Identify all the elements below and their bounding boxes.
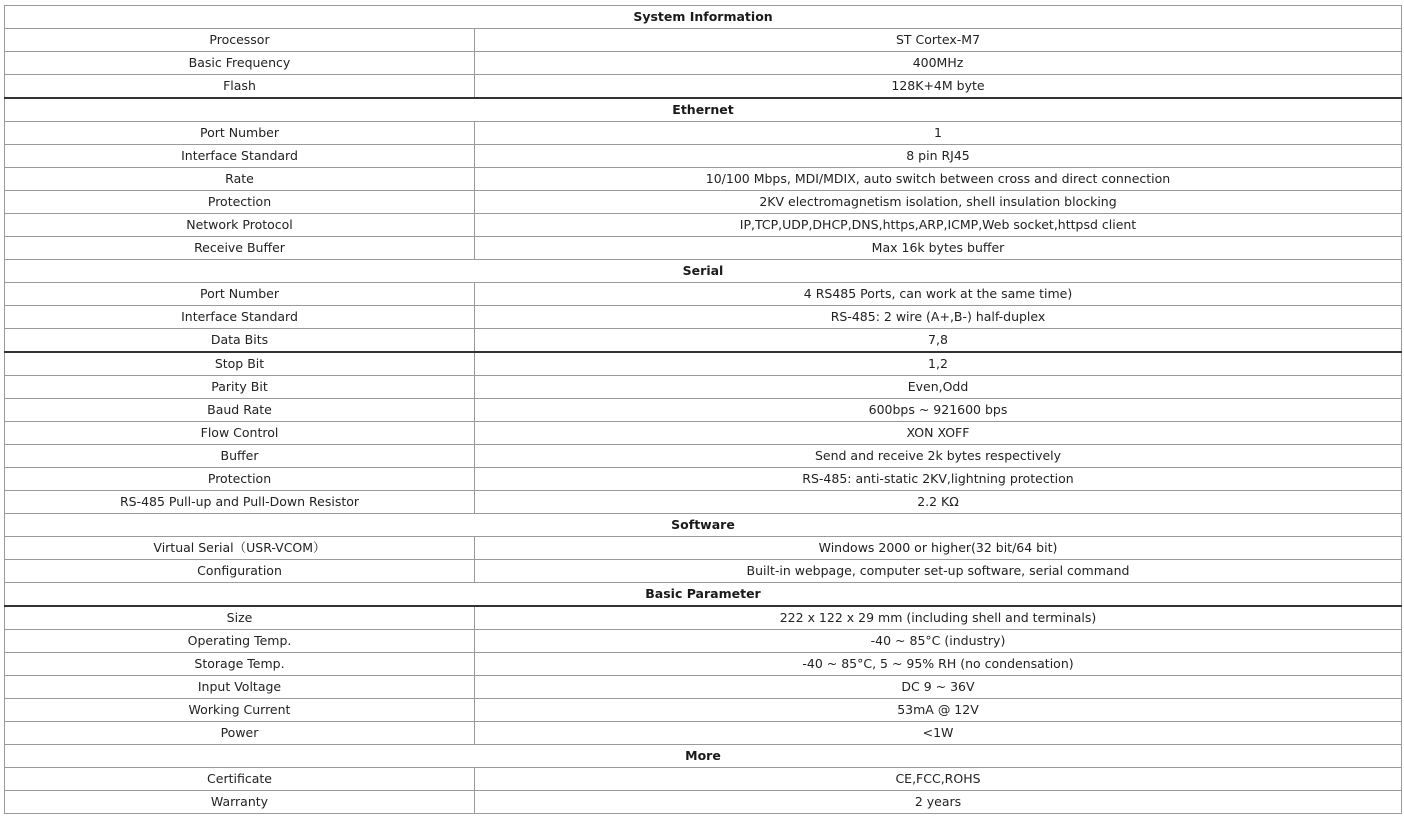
row-value: RS-485: 2 wire (A+,B-) half-duplex bbox=[475, 306, 1402, 329]
row-value: -40 ~ 85°C (industry) bbox=[475, 630, 1402, 653]
table-row bbox=[5, 168, 1402, 191]
row-value: 128K+4M byte bbox=[475, 75, 1402, 99]
section-title: Basic Parameter bbox=[5, 583, 1402, 607]
table-row bbox=[5, 145, 1402, 168]
row-label: Warranty bbox=[5, 791, 475, 814]
row-label: Stop Bit bbox=[5, 352, 475, 376]
row-label: Configuration bbox=[5, 560, 475, 583]
table-row bbox=[5, 191, 1402, 214]
row-value: 8 pin RJ45 bbox=[475, 145, 1402, 168]
row-label: Flash bbox=[5, 75, 475, 99]
table-row bbox=[5, 422, 1402, 445]
table-row bbox=[5, 653, 1402, 676]
section-title: More bbox=[5, 745, 1402, 768]
table-row bbox=[5, 29, 1402, 52]
row-label: Interface Standard bbox=[5, 145, 475, 168]
row-value: 600bps ~ 921600 bps bbox=[475, 399, 1402, 422]
row-value: 2.2 KΩ bbox=[475, 491, 1402, 514]
row-label: Virtual Serial（USR-VCOM） bbox=[5, 537, 475, 560]
row-label: Parity Bit bbox=[5, 376, 475, 399]
row-label: RS-485 Pull-up and Pull-Down Resistor bbox=[5, 491, 475, 514]
row-label: Rate bbox=[5, 168, 475, 191]
row-value: 222 x 122 x 29 mm (including shell and terminals) bbox=[475, 606, 1402, 630]
row-value: 2KV electromagnetism isolation, shell insulation blocking bbox=[475, 191, 1402, 214]
row-value: CE,FCC,ROHS bbox=[475, 768, 1402, 791]
row-value: 1 bbox=[475, 122, 1402, 145]
row-label: Working Current bbox=[5, 699, 475, 722]
row-label: Port Number bbox=[5, 283, 475, 306]
table-row bbox=[5, 445, 1402, 468]
row-value: 4 RS485 Ports, can work at the same time) bbox=[475, 283, 1402, 306]
table-row bbox=[5, 606, 1402, 630]
row-value: 400MHz bbox=[475, 52, 1402, 75]
row-label: Data Bits bbox=[5, 329, 475, 353]
section-header-row bbox=[5, 6, 1402, 29]
table-row bbox=[5, 237, 1402, 260]
row-label: Input Voltage bbox=[5, 676, 475, 699]
row-label: Buffer bbox=[5, 445, 475, 468]
spec-table bbox=[4, 5, 1402, 814]
table-row bbox=[5, 537, 1402, 560]
row-label: Network Protocol bbox=[5, 214, 475, 237]
table-row bbox=[5, 722, 1402, 745]
row-label: Size bbox=[5, 606, 475, 630]
section-header-row bbox=[5, 260, 1402, 283]
section-header-row bbox=[5, 98, 1402, 122]
row-label: Storage Temp. bbox=[5, 653, 475, 676]
row-value: 7,8 bbox=[475, 329, 1402, 353]
section-title: System Information bbox=[5, 6, 1402, 29]
row-value: 10/100 Mbps, MDI/MDIX, auto switch between cross and direct connection bbox=[475, 168, 1402, 191]
table-row bbox=[5, 52, 1402, 75]
spec-table-body bbox=[5, 6, 1402, 814]
row-label: Receive Buffer bbox=[5, 237, 475, 260]
row-value: -40 ~ 85°C, 5 ~ 95% RH (no condensation) bbox=[475, 653, 1402, 676]
table-row bbox=[5, 468, 1402, 491]
table-row bbox=[5, 768, 1402, 791]
row-value: IP,TCP,UDP,DHCP,DNS,https,ARP,ICMP,Web socket,httpsd client bbox=[475, 214, 1402, 237]
row-value: DC 9 ~ 36V bbox=[475, 676, 1402, 699]
table-row bbox=[5, 75, 1402, 99]
table-row bbox=[5, 399, 1402, 422]
row-label: Protection bbox=[5, 468, 475, 491]
row-label: Basic Frequency bbox=[5, 52, 475, 75]
row-value: RS-485: anti-static 2KV,lightning protection bbox=[475, 468, 1402, 491]
row-value: Max 16k bytes buffer bbox=[475, 237, 1402, 260]
table-row bbox=[5, 122, 1402, 145]
section-title: Ethernet bbox=[5, 98, 1402, 122]
table-row bbox=[5, 283, 1402, 306]
table-row bbox=[5, 699, 1402, 722]
row-value: Even,Odd bbox=[475, 376, 1402, 399]
table-row bbox=[5, 491, 1402, 514]
row-value: <1W bbox=[475, 722, 1402, 745]
table-row bbox=[5, 214, 1402, 237]
table-row bbox=[5, 376, 1402, 399]
row-value: Send and receive 2k bytes respectively bbox=[475, 445, 1402, 468]
row-value: 1,2 bbox=[475, 352, 1402, 376]
table-row bbox=[5, 329, 1402, 353]
table-row bbox=[5, 630, 1402, 653]
row-value: XON XOFF bbox=[475, 422, 1402, 445]
row-label: Interface Standard bbox=[5, 306, 475, 329]
row-label: Power bbox=[5, 722, 475, 745]
row-label: Port Number bbox=[5, 122, 475, 145]
table-row bbox=[5, 306, 1402, 329]
row-label: Baud Rate bbox=[5, 399, 475, 422]
row-value: 53mA @ 12V bbox=[475, 699, 1402, 722]
row-value: ST Cortex-M7 bbox=[475, 29, 1402, 52]
table-row bbox=[5, 352, 1402, 376]
section-header-row bbox=[5, 745, 1402, 768]
table-row bbox=[5, 791, 1402, 814]
section-title: Serial bbox=[5, 260, 1402, 283]
section-header-row bbox=[5, 514, 1402, 537]
table-row bbox=[5, 560, 1402, 583]
row-label: Operating Temp. bbox=[5, 630, 475, 653]
row-label: Protection bbox=[5, 191, 475, 214]
section-title: Software bbox=[5, 514, 1402, 537]
row-label: Certificate bbox=[5, 768, 475, 791]
row-label: Processor bbox=[5, 29, 475, 52]
row-value: Windows 2000 or higher(32 bit/64 bit) bbox=[475, 537, 1402, 560]
row-value: Built-in webpage, computer set-up software, serial command bbox=[475, 560, 1402, 583]
section-header-row bbox=[5, 583, 1402, 607]
row-label: Flow Control bbox=[5, 422, 475, 445]
row-value: 2 years bbox=[475, 791, 1402, 814]
table-row bbox=[5, 676, 1402, 699]
